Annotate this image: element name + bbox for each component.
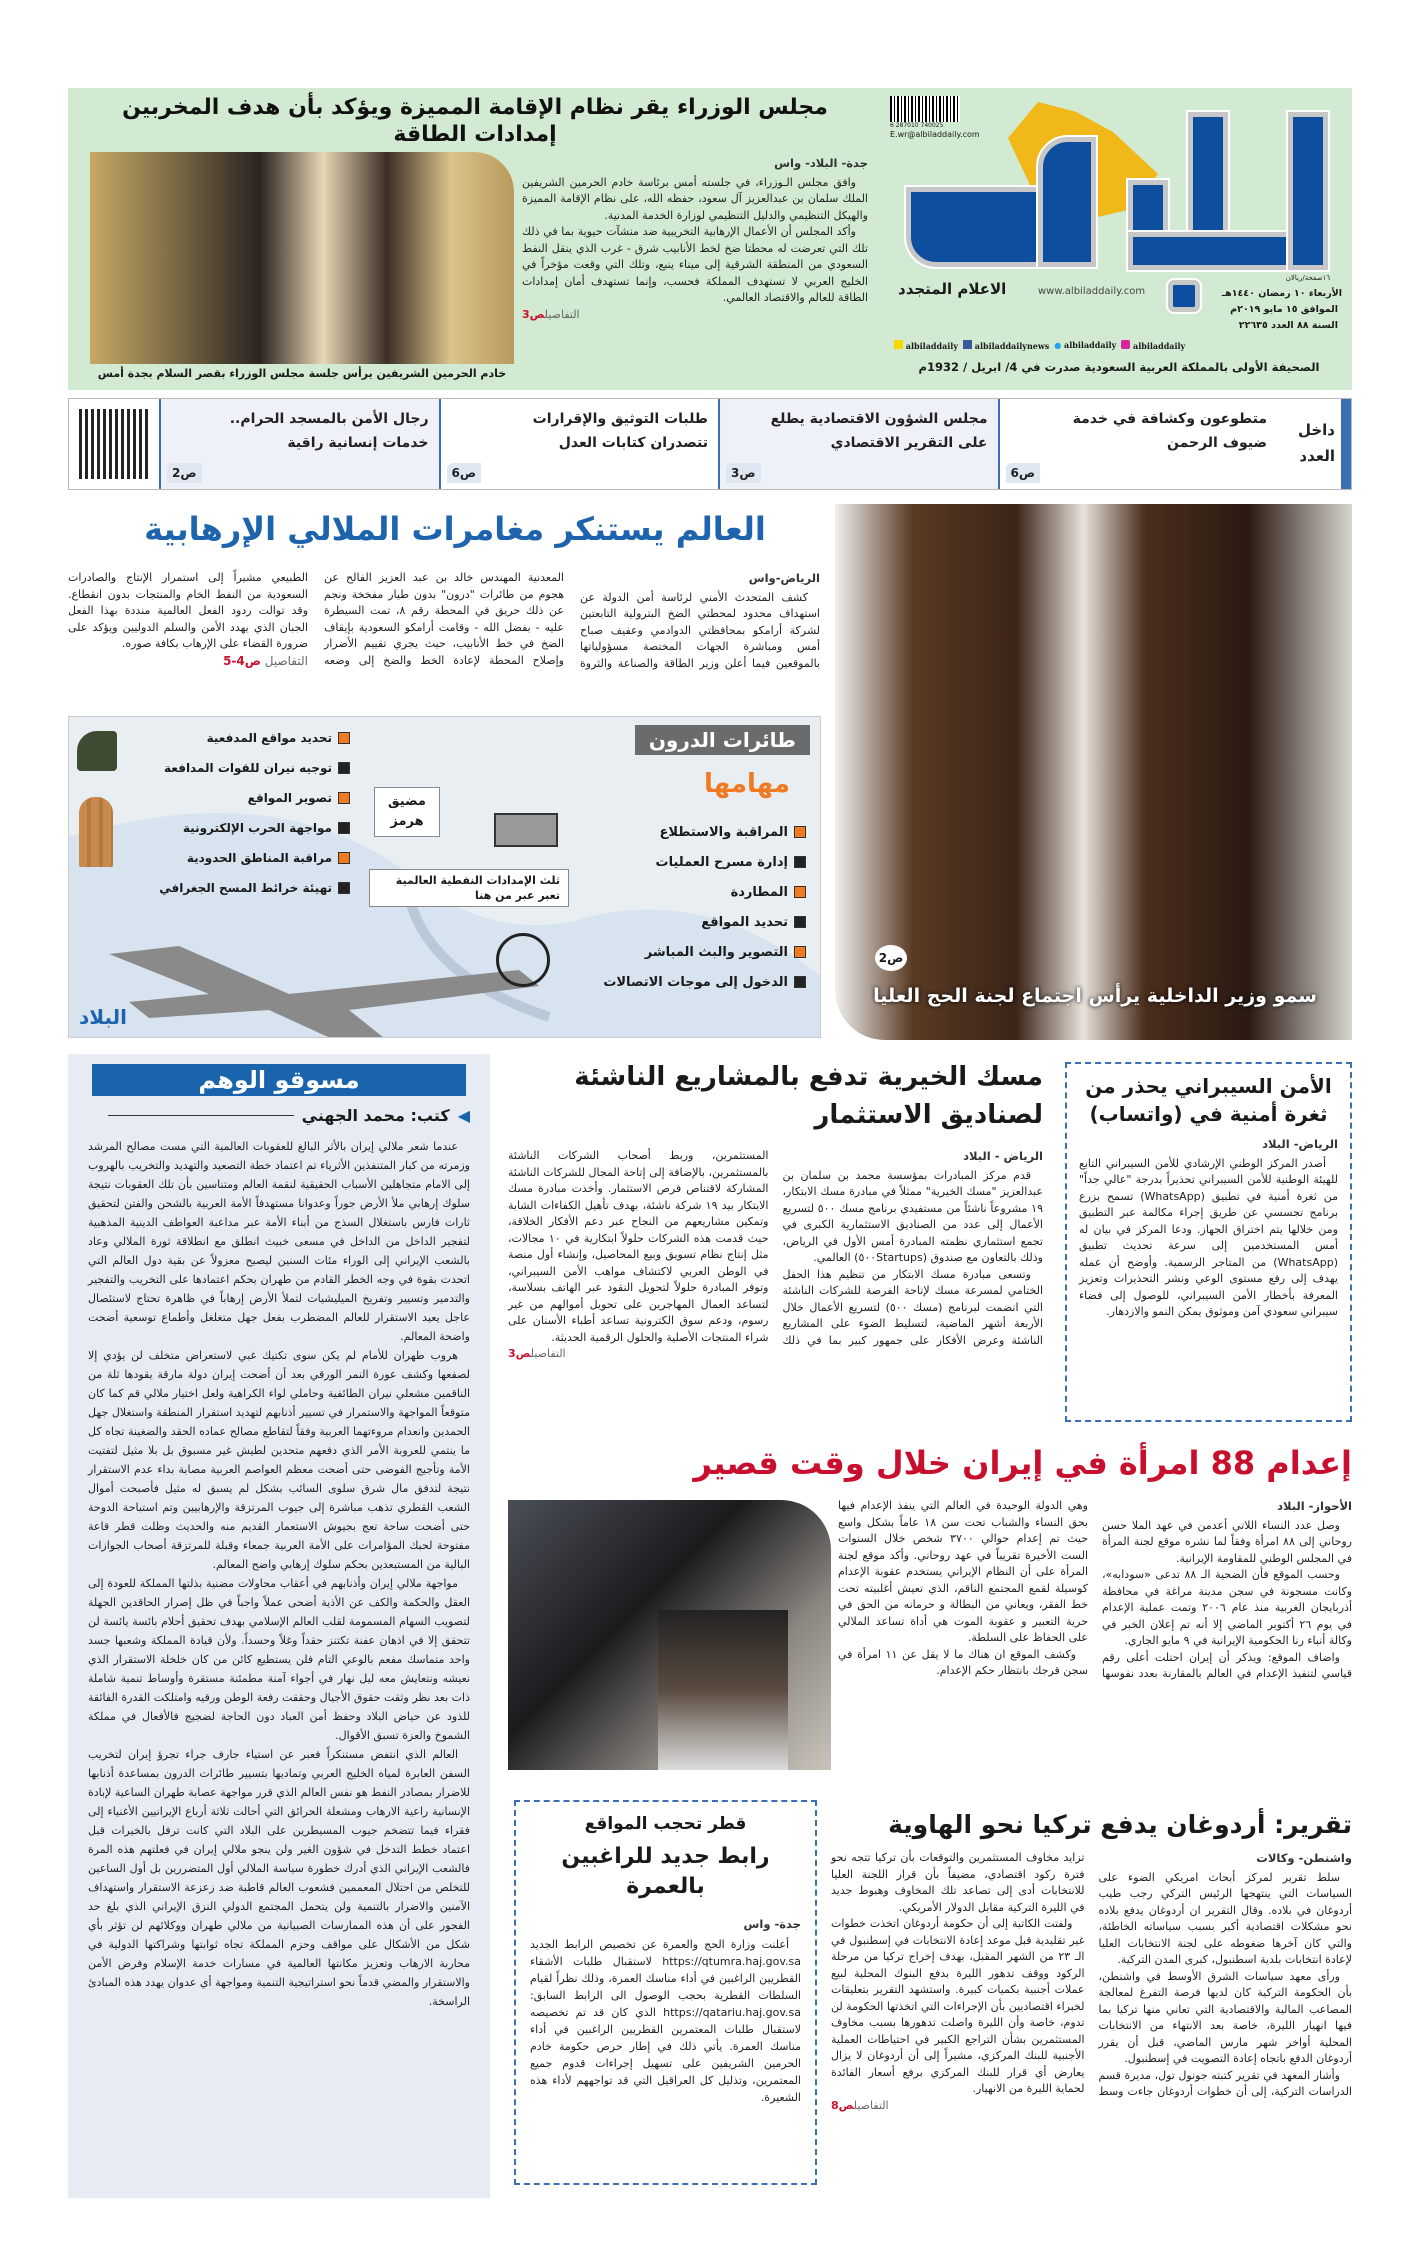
paragraph: وأشار المعهد في تقرير كتبته جونول تول، مديرة قسم الدراسات التركية، إلى أن خطوات أردوغان جاءت وسط تزايد مخاوف المستثمرين والتوقعات بأن تركيا تتجه نحو فترة ركود اقتصادي، مضيفاً بأن قرار اللجنة العليا للانتخابات أدى إلى تصاعد تلك المخاوف وهبوط جديد في الليرة التركية مقابل الدولار الأمريكي. [831,1851,1352,2098]
paragraph: وأكد المجلس أن الأعمال الإرهابية التخريبية ضد منشآت حيوية بما في ذلك تلك التي تعرضت له محطتا ضخ لخط الأنابيب شرق - غرب الذي ينقل النفط السعودي من المنطقة الشرقية إلى ميناء ينبع، وتلك التي وقعت مؤخراً في الخليج العربي لا تستهدف المملكة فحسب، وإنما تستهدف أمان إمدادات الطاقة للعالم والاقتصاد العالمي. [522,225,868,304]
infographic-logo: البلاد [79,1005,127,1029]
instagram-icon [1121,340,1130,349]
paragraph: وكشف الموقع ان هناك ما لا يقل عن ١١ امرأة في سجن قرجك بانتظار حكم الإعدام. [838,1647,1088,1677]
task-item: تهيئة خرائط المسح الجغرافي [159,873,350,903]
masthead-slogan: الاعلام المتجدد [898,280,1007,298]
index-item[interactable]: مجلس الشؤون الاقتصادية يطلع على التقرير الاقتصادي ص3 [718,399,998,489]
cannon-icon [77,731,117,771]
page-ref: ص6 [447,463,482,483]
task-item: مواجهة الحرب الإلكترونية [159,813,350,843]
masthead [888,92,1350,387]
instagram-link[interactable]: albiladdaily [1121,340,1185,351]
dateline: واشنطن- وكالات [1256,1851,1352,1865]
founded-note: الصحيفة الأولى بالمملكة العربية السعودية صدرت في 4/ ابريل / 1932م [918,360,1320,374]
date-gregorian: الموافق ١٥ مايو ٢٠١٩م [1230,304,1338,315]
paragraph: سلط تقرير لمركز أبحاث امريكي الضوء على السياسات التي ينتهجها الرئيس التركي رجب طيب أردوغان في بلاده. وقال التقرير ان أردوغان يدفع بلاده نحو مشكلات اقتصادية أكبر بسبب سياساته الخاطئة، والتي كان آخرها ضغوطه على لجنة الانتخابات العليا لإعادة انتخابات بلدية اسطنبول، كبرى المدن التركية. [1098,1870,1352,1966]
main-headline[interactable]: العالم يستنكر مغامرات الملالي الإرهابية [144,510,766,548]
top-story-body [522,155,868,323]
paragraph: وافق مجلس الـوزراء، في جلسته أمس برئاسة خادم الحرمين الشريفين الملك سلمان بن عبدالعزيز آل سعود، حفظه الله، على نظام الإقامة المميزة والهيكل التنظيمي والدليل التنظيمي لوزارة الخدمة المدنية. [522,175,868,222]
details-link[interactable]: التفاصيلص3 [508,1347,566,1360]
dateline: الرياض - البلاد [963,1149,1043,1163]
interior-minister-photo [835,504,1352,1040]
dateline: جدة- واس [743,1917,801,1931]
drone-icon [89,922,549,1038]
opinion-body [88,1137,470,2011]
date-hijri: الأربعاء ١٠ رمضان ١٤٤٠هـ [1221,288,1342,299]
index-bar [68,398,1352,490]
crosshair-icon [496,933,550,987]
social-links [894,340,1185,351]
misk-story-body [508,1148,1043,1363]
top-photo-caption: خادم الحرمين الشريفين يرأس جلسة مجلس الوزراء بقصر السلام بجدة أمس [97,367,507,380]
task-item: التصوير والبث المباشر [603,937,806,967]
dateline: الرياض-واس [748,571,820,585]
issue-number: السنة ٨٨ العدد ٢٢٦٣٥ [1238,320,1338,331]
paragraph: عندما شعر ملالي إيران بالأثر البالغ للعقوبات العالمية التي مست مصالح المرشد وزمرته من كبار المتنفذين الأثرياء تم اعتماد خطة التصعيد والتهديد والتخريب بالهروب إلى الامام متجاهلين الأسباب الحقيقية لنقمة العالم ومتناسين بأن تلك العقوبات نتيجة سلوك إرهابي ملأ الأرض جوراً وعدوانا مستهدفاً الأمة العربية بالشحن والفتن لتحقيق ثارات فارس باستغلال السذج من أبناء الأمة عبر مداعبة العواطف الدينية المذهبية لتفجير الداخل من الداخل في مسعى خبيث انطلق مع انطلاقة ثورة الملالي وعاد بالشعب الإيراني إلى الوراء مئات السنين ليصبح معزولاً عن بقية دول العالم التي اتحدت بقوة في وجه الخطر القادم من طهران بحكم اعتمادها على التخريب والتفجير والتدمير وتسيير وتفريخ الميليشيات لتملأ الأرض إرهاباً في ظاهرة تحتاج لاستئصال عاجل يعيد الاستقرار للعالم المضطرب بفعل جهل متغلغل وأطماع توسعية أضحت واضحة المعالم. [88,1140,470,1343]
task-item: توجيه نيران للقوات المدافعة [159,753,350,783]
paragraph: كشف المتحدث الأمني لرئاسة أمن الدولة عن استهداف محدود لمحطتي الضخ البترولية التابعتين لشركة أرامكو بمحافظتي الدوادمي وعفيف صباح أمس ومباشرة الجهات المختصة مسؤولياتها بالموقعين فيما أعلن وزير الطاقة والصناعة والثروة المعدنية المهندس خالد بن عبد العزيز الفالح عن هجوم من طائرات "درون" بدون طيار مفخخة ونجم عن ذلك حريق في المحطة رقم ٨، تمت السيطرة عليه - بفضل الله - وقامت أرامكو السعودية بإيقاف الضخ في خط الأنابيب، حيث يجري تقييم الأضرار وإصلاح المحطة لإعادة الخط والضخ إلى وضعه الطبيعي مشيراً إلى استمرار الإنتاج والصادرات السعودية من النفط الخام والمنتجات بدون انقطاع. وقد توالت ردود الفعل العالمية منددة بهذا الفعل الجبان الذي يهدد الأمن والسلم الدوليين ويؤكد على ضرورة القضاء على الإرهاب بكافة صوره. [68,571,820,670]
dateline: جدة- البلاد- واس [774,156,868,170]
facebook-icon [963,340,972,349]
hormuz-label: مضيق هرمز [374,787,440,837]
camera-icon [494,813,558,847]
paragraph: واضاف الموقع: ويذكر أن إيران احتلت أعلى رقم قياسي لتنفيذ الإعدام في العالم بالمقارنة بعدد نفوسها وهي الدولة الوحيدة في العالم التي ينفذ الإعدام فيها بحق النساء والشباب تحت سن ١٨ عاماً بشكل واسع حيث تم إعدام حوالي ٣٧٠٠ شخص خلال السنوات الست الأخيرة تقريباً في عهد روحاني. وأكد موقع لجنة المرأة على أن النظام الإيراني يستخدم عقوبة الإعدام كوسيلة لقمع المجتمع الناقم، الذي تعيش أغلبيته تحت خط الفقر، ويعاني من البطالة و حرمانه من الحق في حرية التعبير و عقوبة الموت هي أداة تساعد الملالي على الحفاظ على السلطة. [838,1499,1352,1680]
cyber-headline[interactable]: الأمن السيبراني يحذر من ثغرة أمنية في (واتساب) [1085,1074,1332,1126]
top-headline[interactable]: مجلس الوزراء يقر نظام الإقامة المميزة ويؤكد بأن هدف المخربين إمدادات الطاقة [122,95,828,147]
iran-story-body [838,1498,1352,1683]
index-item[interactable]: رجال الأمن بالمسجد الحرام.. خدمات إنسانية راقية ص2 [159,399,439,489]
erdogan-story-body [831,1850,1352,2114]
oil-callout: ثلث الإمدادات النفطية العالمية تعبر عبر من هنا [369,869,569,907]
rouhani-inset-photo [658,1610,788,1770]
infographic-title: طائرات الدرون [635,725,810,755]
drone-infographic [68,716,821,1038]
paragraph: وتسعى مبادرة مسك الابتكار من تنظيم هذا الحفل الختامي لمسرعة مسك لإتاحة الفرصة للشركات الناشئة التي انضمت لبرنامج (مسك ٥٠٠) لتسريع الأعمال خلال الأربعة أشهر الماضية، لتسليط الضوء على المشاريع الناشئة وعرض الأفكار على جمهور كبير بما في ذلك المستثمرين، وربط أصحاب الشركات الناشئة بالمستثمرين، بالإضافة إلى إتاحة المجال للشركات الناشئة المشاركة لاقتناص فرص الاستثمار. وأخذت مبادرة مسك الابتكار بيد ١٩ شركة ناشئة، بهدف تأهيل الكفاءات الشابة وتمكين مشاريعهم من النجاح عبر دعم الأفكار الخلاقة، حيث قدمت هذه الشركات حلولاً ابتكارية في ١٠ مجالات، مثل إنتاج نظام تسويق وبيع المحاصيل، وإنشاء أول منصة في الوطن العربي لاكتشاف مواهب الأمن السيبراني، وتوفر المبادرة حلولاً لتحويل النقود عبر الهاتف بسلاسة، لتساعد العمال المهاجرين على تحويل أموالهم من غير رسوم، ودعم سوق الكترونية تساعد أطباء الأسنان على شراء المنتجات الأصلية والحلول الرقمية الحديثة. [508,1149,1043,1347]
snapchat-icon [894,340,903,349]
opinion-author: ◀ كتب: محمد الجهني [88,1106,470,1125]
snapchat-link[interactable]: albiladdaily [894,340,958,351]
opinion-title[interactable]: مسوقو الوهم [92,1064,466,1096]
opinion-column [68,1054,490,2198]
paragraph: أصدر المركز الوطني الإرشادي للأمن السيبراني التابع للهيئة الوطنية للأمن السيبراني تحذيراً بدرجة "عالي جداً" من ثغرة أمنية في تطبيق (WhatsApp) تسمح بزرع برنامج تجسسي عن طريق إجراء مكالمة عبر التطبيق ومن خلالها يتم اختراق الجهاز. ودعا المركز في بيان له أمس المستخدمين إلى سرعة تحديث تطبيق (WhatsApp) من المتاجر الرسمية. وأوضح أن عمله يهدف إلى رفع مستوى الوعي ونشر التحذيرات وتعزيز المعرفة بأخطار الأمن السيبراني، للوصول إلى فضاء سيبراني سعودي آمن وموثوق يمكن النمو والازدهار. [1079,1156,1338,1318]
page-ref: ص3 [726,463,761,483]
military-tasks-list [159,723,350,903]
qatar-kicker: قطر تحجب المواقع [584,1814,747,1834]
masthead-website[interactable]: www.albiladdaily.com [1038,286,1146,297]
task-item: الدخول إلى موجات الاتصالات [603,967,806,997]
qr-code[interactable] [79,409,149,479]
tasks-list [603,817,806,997]
twitter-link[interactable]: ● albiladdaily [1054,340,1117,350]
task-item: تصوير المواقع [159,783,350,813]
task-item: مراقبة المناطق الحدودية [159,843,350,873]
qatar-story-box [514,1800,817,2185]
details-link[interactable]: التفاصيل ص4-5 [223,653,308,668]
task-item: تحديد المواقع [603,907,806,937]
qatar-body [530,1916,801,2106]
king-photo [90,152,514,364]
index-item[interactable]: طلبات التوثيق والإقرارات تتصدران كتابات العدل ص6 [439,399,719,489]
task-item: إدارة مسرح العمليات [603,847,806,877]
paragraph: ورأى معهد سياسات الشرق الأوسط في واشنطن، بأن الحكومة التركية كان لديها فرصة التفرغ لمعالجة المصاعب المالية والاقتصادية التي تعاني منها تركيا بما فيها انهيار الليرة، خاصة بعد الانتهاء من الانتخابات المحلية أواخر شهر مارس الماضي، قبل أن يقرر أردوغان الدفع باتجاه إعادة التصويت في إسطنبول. [1098,1969,1352,2065]
barcode [890,96,960,122]
execution-photo [508,1500,831,1770]
arrow-icon: ◀ [457,1106,470,1125]
task-item: تحديد مواقع المدفعية [159,723,350,753]
paragraph: وصل عدد النساء اللاتي أعدمن في عهد الملا حسن روحاني إلى ٨٨ امرأة وفقاً لما نشره موقع لجنة المرأة في المجلس الوطني للمقاومة الإيرانية. [1102,1518,1352,1565]
photo-caption[interactable]: سمو وزير الداخلية يرأس اجتماع لجنة الحج العليا [873,985,1317,1007]
masthead-email[interactable]: E.wr@albiladdaily.com [890,130,980,139]
index-item[interactable]: متطوعون وكشافة في خدمة ضيوف الرحمن ص6 [998,399,1278,489]
dateline: الأحواز- البلاد [1277,1499,1352,1513]
bullets-icon [79,797,113,867]
paragraph: مواجهة ملالي إيران وأذنابهم في أعقاب محاولات مضنية بذلتها المملكة للعودة إلى العقل والحكمة والكف عن الأذية أضحى عملاً واجباً في ظل إصرار الحاقدين الجهلة لتصويب السهام المسمومة لقلب العالم الإسلامي بهدف تحقيق أحلام بائسة يائسة لن تتحقق إلا في اذهان عفنة تكتنز حقداً وغلاً وحسداً. ولأن قيادة المملكة وشعبها جسد واحد متماسك مفعم بالوعي التام فلن يستطيع كائن من كان خلخلة الاستقرار الذي نعيشه ونتعايش معه ليل نهار في أجواء آمنة مطمئنة مستقرة وأوساط تنمية شاملة ذات بعد نظر وثقت حقوق الأجيال وحققت رفعة الوطن ورقيه وامتلكت القدرة الفائقة للذود عن حياض البلاد وحفظ أمن العباد دون الحاجة لضجيج فالأفعال في مملكة الشموخ والعزة تسبق الأقوال. [88,1577,470,1742]
cyber-story-box [1065,1062,1352,1422]
task-item: المطاردة [603,877,806,907]
paragraph: ولفتت الكاتبة إلى أن حكومة أردوغان اتخذت خطوات غير تقليدية قبل موعد إعادة الانتخابات في إسطنبول في الـ ٢٣ من الشهر المقبل، بهدف إخراج تركيا من مرحلة الركود ووقف تدهور الليرة بدفع البنوك المحلية لبيع عملات أجنبية بكميات كبيرة. واستشهد التقرير بتعليقات لخبراء اقتصاديين بأن الإجراءات التي اتخذتها الحكومة لن تدوم، خاصة وأن الليرة واصلت تدهورها بسبب مخاوف المستثمرين بشأن التراجع الكبير في احتياطات العملية الأجنبية للبنك المركزي، مشيراً إلى أن أردوغان لا يزال يعارض أي قرار للبنك المركزي برفع أسعار الفائدة لحماية الليرة من الانهيار. [831,1917,1085,2095]
qatar-headline[interactable]: رابط جديد للراغبين بالعمرة [561,1844,770,1899]
paragraph: وحسب الموقع فأن الضحية الـ ٨٨ تدعى «سودابه»، وكانت مسجونة في سجن مدينة مراغة في محافظة أذربايجان الغربية منذ عام ٢٠٠٦ وتمت عملية الإعدام في يوم ٢٦ أكتوبر الماضي إلا أنه تم إعلان الخبر في وكالة أنباء رنا الحكومية الإيرانية في ٩ مايو الجاري. [1102,1568,1353,1647]
page-ref: ص2 [167,463,202,483]
barcode-number: 6 287010 740025 [890,122,944,129]
page-ref: ص6 [1006,463,1041,483]
index-label: داخل العدد [1277,399,1351,489]
paragraph: هروب طهران للأمام لم يكن سوى تكتيك غبي لاستعراض متخلف لن يؤدي إلا لصفعها وكشف عورة النمر الورقي بعد أن أضحت إيران دولة مارقة يقودها ثلة من الناقمين مشعلي نيران الطائفية وحاملي لواء الكراهية ولعل اختيار ملالي قم كما كان متوقعاً المواجهة والاستمرار في تسيير أذنابهم لتهديد استقرار المنطقة واستغلال جهل الحمدين وانعدام مروءتهما العربية وفقاً لتقاطع مصالح عماده الحقد والضغينة تجاه كل ما ينتمي للعروبة الأمر الذي دفعهم متحدين لطيش غير مسبوق بل بلا مثيل لتفتيت الأمة وتأجيج الفوضى حتى أضحت معظم العواصم العربية مصابة بداء عدم الاستقرار نتيجة لتدفق مال شرق سلوى السائب بشكل لم يسبق له مثيل فأصبحت أموال الشعب القطري تذهب مباشرة إلى جيوب المرتزقة والإرهابيين وتم استباحة الدوحة حتى أضحت ساحة تعج بجيوش الاستعمار القديم منه والحديث وظلت قطر قاعة مفتوحة لحبك المؤامرات على الأمة العربية جمعاء وقبلة للمرتزقة أصحاب الجوازات البالية من المستبعدين بحكم سلوك إرهابي واضح المعالم. [88,1349,470,1571]
task-item: المراقبة والاستطلاع [603,817,806,847]
facebook-link[interactable]: albiladdailynews [963,340,1049,351]
tasks-title: مهامها [703,769,790,799]
details-link[interactable]: التفاصيلص8 [831,2098,889,2112]
dateline: الرياض- البلاد [1262,1137,1338,1151]
details-link[interactable]: التفاصيلص3 [522,307,580,321]
erdogan-headline[interactable]: تقرير: أردوغان يدفع تركيا نحو الهاوية [888,1810,1352,1839]
paragraph: أعلنت وزارة الحج والعمرة عن تخصيص الرابط الجديد https://qtumra.haj.gov.sa لاستقبال طلبات الأشقاء القطريين الراغبين في أداء مناسك العمرة، وذلك نظراً لقيام السلطات القطرية بحجب الوصول الى الرابط السابق: https://qatariu.haj.gov.sa الذي كان قد تم تخصيصه لاستقبال طلبات المعتمرين القطريين الراغبين في أداء مناسك العمرة. يأتي ذلك في إطار حرص حكومة خادم الحرمين الشريفين على تسهيل إجراءات قدوم جميع المعتمرين، وتذليل كل العراقيل التي قد تواجههم لأداء هذه الشعيرة. [530,1938,801,2104]
page-ref[interactable]: ص2 [875,945,907,971]
cyber-body [1079,1136,1338,1321]
iran-headline[interactable]: إعدام 88 امرأة في إيران خلال وقت قصير [693,1444,1352,1482]
paragraph: قدم مركز المبادرات بمؤسسة محمد بن سلمان بن عبدالعزيز "مسك الخيرية" ممثلاً في مبادرة مسك الابتكار، ١٩ مشروعاً ناشئاً من مستفيدي برنامج مسك ٥٠٠ لتسريع الأعمال إلى عدد من الصناديق الاستثمارية الكبرى في تجمع استثماري نظمته المبادرة أمس الأول في الرياض، وذلك بالتعاون مع صندوق (٥٠٠Startups) العالمي. [782,1168,1043,1264]
pages-price: ١٦صفحة/ريالان [1285,274,1330,282]
twitter-icon: ● [1054,340,1062,350]
paragraph: العالم الذي انتفض مستنكراً فعبر عن استياء جارف جراء تجرؤ إيران لتخريب السفن العابرة لمياه الخليج العربي وتماديها بتسيير طائرات الدرون بمساعدة أذنابها للاضرار بمصادر النفط هو نفس العالم الذي قرر مواجهة عصابة طهران الساعية لإبادة الإنسانية راعية الارهاب ومشعلة الحرائق التي أحالت ثلاثة أرباع الإيرانيين الأغنياء إلى فقراء فيما تتضخم جيوب المسيطرين على البلاد التي كانت ترفل بالخيرات قبل اعتماد خطط التدخل في شؤون الغير ولن ينجو ملالي إيران في فعلتهم هذه المرة فالشعب الإيراني الذي أدرك خطورة سياسة الملالي أول المتضررين بل أول الساعين للتخلص من احتلال المعممين فشعوب العالم قاطبة ضد زعزعة الاستقرار واستهداف الآمنين والاضرار بالتنمية ولن يتحمل المجتمع الدولي النزق الإيراني الذي بلغ حد الفجور على أن هذه الممارسات الصبيانية من ملالي طهران ووكلائهم لن تؤثر بأي شكل من الأشكال على مواقف وحزم المملكة تجاه ثوابتها وشراكتها الدولية في محاربة الارهاب وتعزيز مكانتها العالمية في مسارات خدمة الإسلام وفرض الأمن والاستقرار والمضي قدماً نحو استراتيجية التنمية ومواجهة أي عدوان يهدد هذه المبادئ الراسخة. [88,1748,470,2008]
misk-headline[interactable]: مسك الخيرية تدفع بالمشاريع الناشئة لصناديق الاستثمار [574,1062,1043,1130]
main-story-body [68,570,820,672]
